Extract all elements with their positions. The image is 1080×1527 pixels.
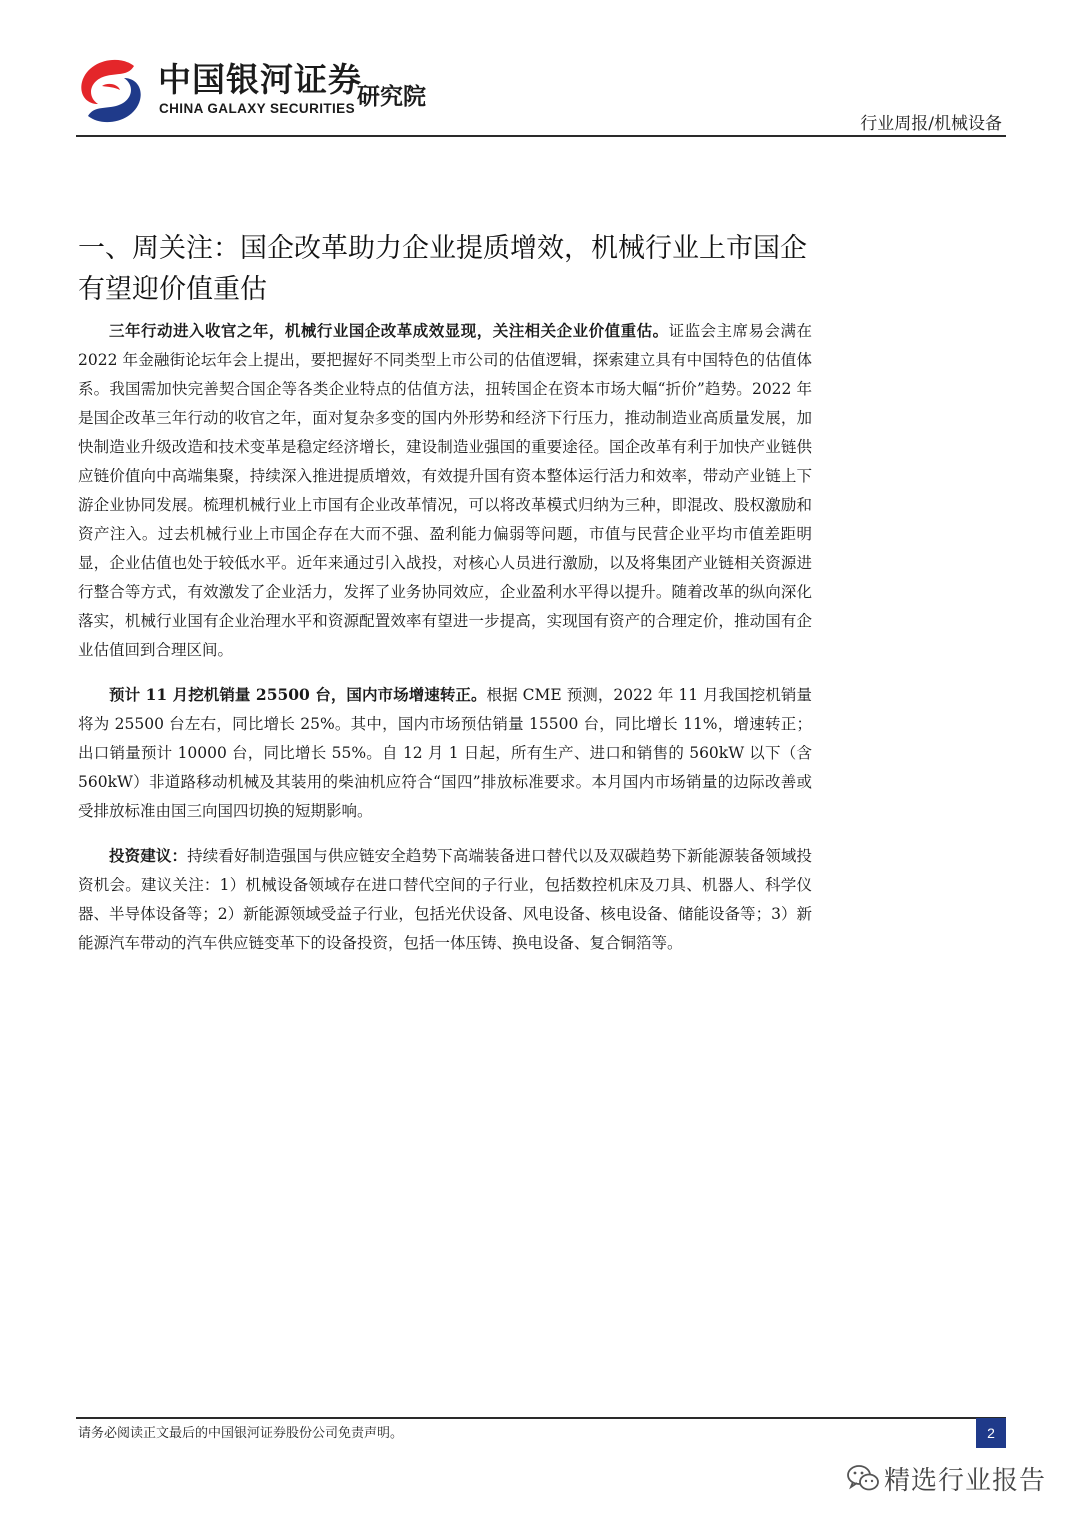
wechat-icon bbox=[846, 1463, 880, 1493]
disclaimer-note: 请务必阅读正文最后的中国银河证券股份公司免责声明。 bbox=[78, 1426, 404, 1441]
paragraph-excavator-sales bbox=[78, 680, 812, 826]
paragraph-text: 根据 CME 预测，2022 年 11 月我国挖机销量将为 25500 台左右，同比增长 25%。其中，国内市场预估销量 15500 台，同比增长 11%，增速转正；出口销量预计 10000 台，同比增长 55%。自 12 月 1 日起，所有生产、进口和销售的 560kW 以下（含 560kW）非道路移动机械及其装用的柴油机应符合“国四”排放标准要求。本月国内市场销量的边际改善或受排放标准由国三向国四切换的短期影响。 bbox=[78, 686, 812, 820]
paragraph-lead: 三年行动进入收官之年，机械行业国企改革成效显现，关注相关企业价值重估。 bbox=[109, 321, 669, 340]
header-divider bbox=[76, 135, 1006, 137]
paragraph-lead: 预计 11 月挖机销量 25500 台，国内市场增速转正。 bbox=[109, 685, 487, 704]
paragraph-investment-advice bbox=[78, 841, 812, 958]
paragraph-text: 持续看好制造强国与供应链安全趋势下高端装备进口替代以及双碳趋势下新能源装备领域投资机会。建议关注：1）机械设备领域存在进口替代空间的子行业，包括数控机床及刀具、机器人、科学仪器、半导体设备等；2）新能源领域受益子行业，包括光伏设备、风电设备、核电设备、储能设备等；3）新能源汽车带动的汽车供应链变革下的设备投资，包括一体压铸、换电设备、复合铜箔等。 bbox=[78, 847, 812, 952]
page-number-badge: 2 bbox=[976, 1418, 1006, 1448]
brand-name-en: CHINA GALAXY SECURITIES bbox=[159, 101, 355, 116]
report-body bbox=[78, 316, 812, 973]
watermark-text: 精选行业报告 bbox=[884, 1466, 1047, 1496]
institute-label: 研究院 bbox=[357, 84, 426, 110]
paragraph-text: 证监会主席易会满在 2022 年金融街论坛年会上提出，要把握好不同类型上市公司的估值逻辑，探索建立具有中国特色的估值体系。我国需加快完善契合国企等各类企业特点的估值方法，扭转国企在资本市场大幅“折价”趋势。2022 年是国企改革三年行动的收官之年，面对复杂多变的国内外形势和经济下行压力，推动制造业高质量发展，加快制造业升级改造和技术变革是稳定经济增长，建设制造业强国的重要途径。国企改革有利于加快产业链供应链价值向中高端集聚，持续深入推进提质增效，有效提升国有资本整体运行活力和效率，带动产业链上下游企业协同发展。梳理机械行业上市国有企业改革情况，可以将改革模式归纳为三种，即混改、股权激励和资产注入。过去机械行业上市国企存在大而不强、盈利能力偏弱等问题，市值与民营企业平均市值差距明显，企业估值也处于较低水平。近年来通过引入战投，对核心人员进行激励，以及将集团产业链相关资源进行整合等方式，有效激发了企业活力，发挥了业务协同效应，企业盈利水平得以提升。随着改革的纵向深化落实，机械行业国有企业治理水平和资源配置效率有望进一步提高，实现国有资产的合理定价，推动国有企业估值回到合理区间。 bbox=[78, 322, 812, 659]
brand-name-cn: 中国银河证券 bbox=[158, 60, 362, 99]
paragraph-lead: 投资建议： bbox=[109, 846, 188, 865]
section-title: 一、周关注：国企改革助力企业提质增效，机械行业上市国企有望迎价值重估 bbox=[78, 233, 807, 305]
galaxy-logo-icon bbox=[74, 56, 148, 126]
footer-divider bbox=[76, 1417, 1006, 1419]
paragraph-soe-reform bbox=[78, 316, 812, 665]
report-type-label: 行业周报/机械设备 bbox=[860, 114, 1002, 134]
